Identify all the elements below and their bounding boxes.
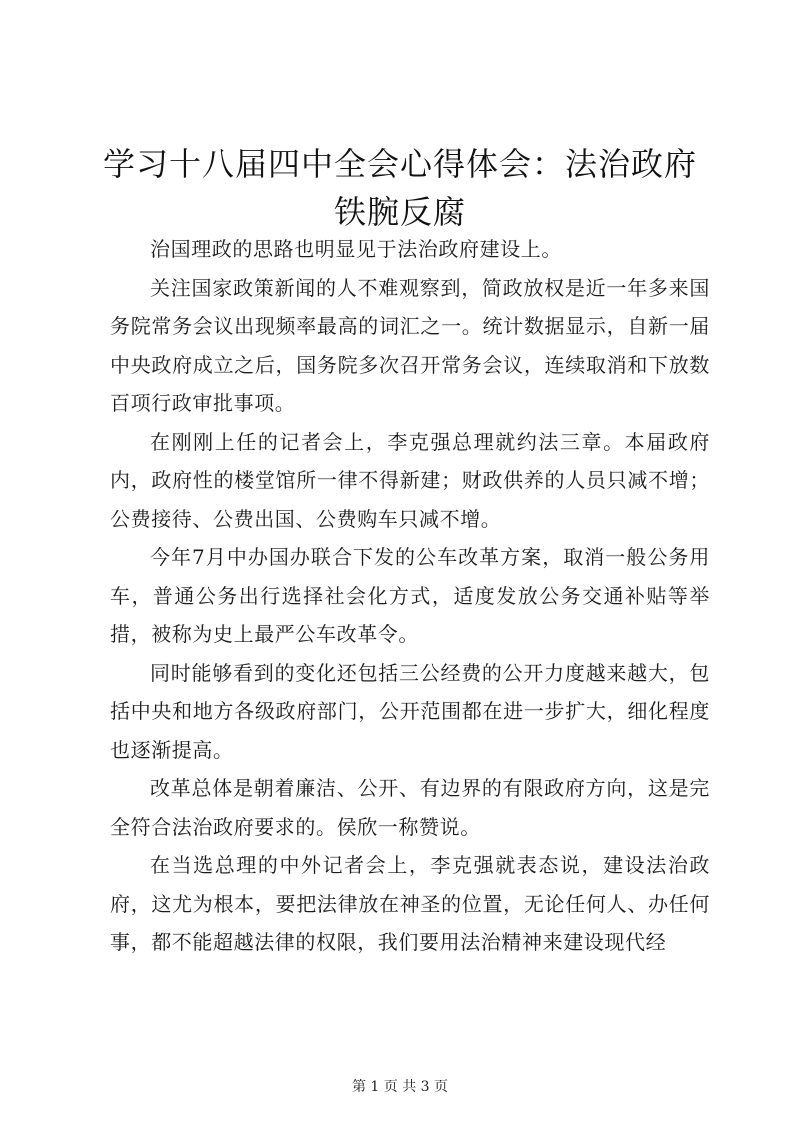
paragraph: 关注国家政策新闻的人不难观察到，简政放权是近一年多来国务院常务会议出现频率最高的词汇之一。统计数据显示，自新一届中央政府成立之后，国务院多次召开常务会议，连续取消和下放数百项行政审批事项。 bbox=[110, 275, 710, 415]
document-body bbox=[110, 230, 710, 962]
paragraph: 今年7月中办国办联合下发的公车改革方案，取消一般公务用车，普通公务出行选择社会化方式，适度发放公务交通补贴等举措，被称为史上最严公车改革令。 bbox=[110, 545, 710, 646]
paragraph: 同时能够看到的变化还包括三公经费的公开力度越来越大，包括中央和地方各级政府部门，公开范围都在进一步扩大，细化程度也逐渐提高。 bbox=[110, 660, 710, 762]
page-number-footer: 第 1 页 共 3 页 bbox=[351, 1079, 449, 1095]
paragraph: 在刚刚上任的记者会上，李克强总理就约法三章。本届政府内，政府性的楼堂馆所一律不得新建；财政供养的人员只减不增；公费接待、公费出国、公费购车只减不增。 bbox=[110, 429, 710, 531]
paragraph: 在当选总理的中外记者会上，李克强就表态说，建设法治政府，这尤为根本，要把法律放在神圣的位置，无论任何人、办任何事，都不能超越法律的权限，我们要用法治精神来建设现代经 bbox=[110, 853, 710, 954]
document-title: 学习十八届四中全会心得体会：法治政府铁腕反腐 bbox=[102, 145, 697, 231]
paragraph: 改革总体是朝着廉洁、公开、有边界的有限政府方向，这是完全符合法治政府要求的。侯欣一称赞说。 bbox=[110, 776, 710, 839]
paragraph: 治国理政的思路也明显见于法治政府建设上。 bbox=[150, 237, 562, 261]
